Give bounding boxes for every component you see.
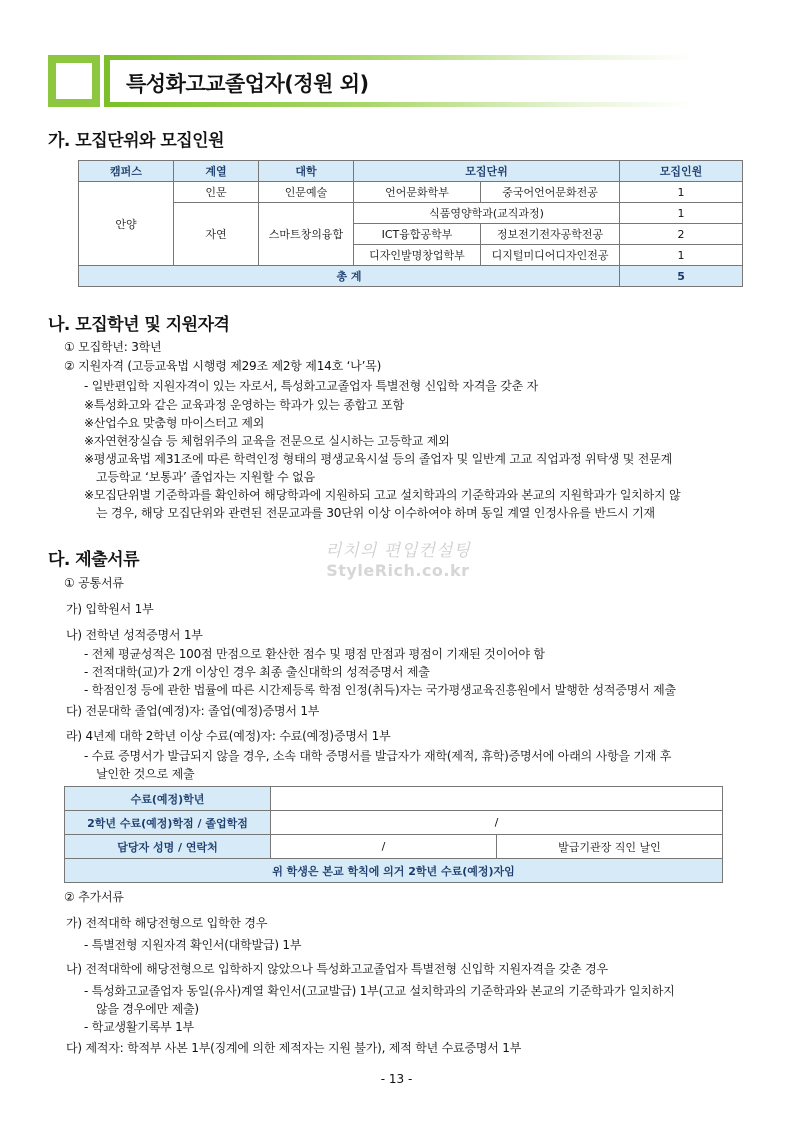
- title-bar: [104, 55, 694, 107]
- cert-footer: 위 학생은 본교 학칙에 의거 2학년 수료(예정)자임: [65, 859, 723, 883]
- c-ra2: 날인한 것으로 제출: [96, 767, 195, 781]
- c-e-ga: 가) 전적대학 해당전형으로 입학한 경우: [66, 916, 268, 930]
- cert-label-contact: 담당자 성명 / 연락처: [65, 835, 271, 859]
- unit2-cell: 정보전기전자공학전공: [481, 224, 620, 245]
- c-e-na: 나) 전적대학에 해당전형으로 입학하지 않았으나 특성화고교졸업자 특별전형 신입학 지원자격을 갖춘 경우: [66, 962, 608, 976]
- table-header-row: [79, 161, 743, 182]
- c-na3: - 학점인정 등에 관한 법률에 따른 시간제등록 학점 인정(취득)자는 국가평생교육진흥원에서 발행한 성적증명서 제출: [84, 683, 676, 697]
- section-a-heading: 가. 모집단위와 모집인원: [48, 131, 225, 151]
- unit1-cell: 디자인발명창업학부: [354, 245, 481, 266]
- cert-row: [65, 811, 723, 835]
- header-college: 대학: [259, 161, 354, 182]
- college-cell: 인문예술: [259, 182, 354, 203]
- page-title: 특성화고교졸업자(정원 외): [126, 72, 369, 96]
- campus-cell: 안양: [79, 182, 174, 266]
- title-banner: [48, 55, 738, 111]
- header-campus: 캠퍼스: [79, 161, 174, 182]
- count-cell: 1: [620, 203, 743, 224]
- watermark-line2: StyleRich.co.kr: [326, 561, 470, 580]
- b-line-4: ※특성화고와 같은 교육과정 운영하는 학과가 있는 종합고 포함: [84, 398, 404, 412]
- b-line-6: ※자연현장실습 등 체험위주의 교육을 전문으로 실시하는 고등학교 제외: [84, 434, 450, 448]
- b-line-qualification: ② 지원자격 (고등교육법 시행령 제29조 제2항 제14호 ‘나’목): [64, 359, 382, 373]
- watermark: [325, 536, 471, 580]
- count-cell: 1: [620, 245, 743, 266]
- unit2-cell: 중국어언어문화전공: [481, 182, 620, 203]
- cert-row: [65, 787, 723, 811]
- c-e-ga1: - 특별전형 지원자격 확인서(대학발급) 1부: [84, 938, 302, 952]
- total-value: 5: [620, 266, 743, 287]
- count-cell: 1: [620, 182, 743, 203]
- b-line-8: 고등학교 ‘보통과’ 졸업자는 지원할 수 없음: [96, 470, 315, 484]
- cert-value-grade: [271, 787, 723, 811]
- field-cell: 인문: [174, 182, 259, 203]
- cert-seal: 발급기관장 직인 날인: [497, 835, 723, 859]
- unit2-cell: 디지털미디어디자인전공: [481, 245, 620, 266]
- table-row: [79, 182, 743, 203]
- header-unit: 모집단위: [354, 161, 620, 182]
- b-line-10: 는 경우, 해당 모집단위와 관련된 전문교과를 30단위 이상 이수하여야 하며 동일 계열 인정사유를 반드시 기재: [96, 506, 655, 520]
- table-row: [79, 203, 743, 224]
- c-ga: 가) 입학원서 1부: [66, 602, 154, 616]
- section-b-heading: 나. 모집학년 및 지원자격: [48, 315, 230, 335]
- count-cell: 2: [620, 224, 743, 245]
- b-line-3: - 일반편입학 지원자격이 있는 자로서, 특성화고교졸업자 특별전형 신입학 자격을 갖춘 자: [84, 379, 539, 393]
- total-row: [79, 266, 743, 287]
- unit1-cell: 언어문화학부: [354, 182, 481, 203]
- c-e-na1: - 특성화고교졸업자 동일(유사)계열 확인서(고교발급) 1부(고교 설치학과의 기준학과와 본교의 기준학과가 일치하지: [84, 984, 675, 998]
- c-common: ① 공통서류: [64, 576, 124, 590]
- cert-row: [65, 835, 723, 859]
- unit1-cell: ICT융합공학부: [354, 224, 481, 245]
- c-na2: - 전적대학(교)가 2개 이상인 경우 최종 출신대학의 성적증명서 제출: [84, 665, 430, 679]
- watermark-line1: 리치의 편입컨설팅: [325, 541, 471, 561]
- header-count: 모집인원: [620, 161, 743, 182]
- certificate-table: [64, 786, 723, 883]
- c-ra1: - 수료 증명서가 발급되지 않을 경우, 소속 대학 증명서를 발급자가 재학(제적, 휴학)증명서에 아래의 사항을 기재 후: [84, 749, 672, 763]
- c-e-da: 다) 제적자: 학적부 사본 1부(징계에 의한 제적자는 지원 불가), 제적 학년 수료증명서 1부: [66, 1041, 522, 1055]
- total-label: 총 계: [79, 266, 620, 287]
- c-da: 다) 전문대학 졸업(예정)자: 졸업(예정)증명서 1부: [66, 704, 320, 718]
- b-line-grade: ① 모집학년: 3학년: [64, 340, 162, 354]
- cert-value-contact: /: [271, 835, 497, 859]
- header-field: 계열: [174, 161, 259, 182]
- cert-label-credits: 2학년 수료(예정)학점 / 졸업학점: [65, 811, 271, 835]
- green-square-icon: [48, 55, 100, 107]
- b-line-7: ※평생교육법 제31조에 따른 학력인정 형태의 평생교육시설 등의 졸업자 및 일반계 고교 직업과정 위탁생 및 전문계: [84, 452, 672, 466]
- c-na1: - 전체 평균성적은 100점 만점으로 환산한 점수 및 평점 만점과 평점이 기재된 것이어야 함: [84, 647, 545, 661]
- c-e-na2: 않을 경우에만 제출): [96, 1002, 199, 1016]
- cert-value-credits: /: [271, 811, 723, 835]
- section-c-heading: 다. 제출서류: [48, 550, 139, 570]
- page-number: - 13 -: [380, 1072, 413, 1086]
- c-e-na3: - 학교생활기록부 1부: [84, 1020, 194, 1034]
- c-na: 나) 전학년 성적증명서 1부: [66, 628, 203, 642]
- c-extra: ② 추가서류: [64, 890, 124, 904]
- b-line-5: ※산업수요 맞춤형 마이스터고 제외: [84, 416, 265, 430]
- unit1-cell: 식품영양학과(교직과정): [354, 203, 620, 224]
- recruitment-table: [78, 160, 743, 287]
- college-cell: 스마트창의융합: [259, 203, 354, 266]
- b-line-9: ※모집단위별 기준학과를 확인하여 해당학과에 지원하되 고교 설치학과의 기준학과와 본교의 지원학과가 일치하지 않: [84, 488, 681, 502]
- cert-label-grade: 수료(예정)학년: [65, 787, 271, 811]
- cert-footer-row: [65, 859, 723, 883]
- field-cell: 자연: [174, 203, 259, 266]
- c-ra: 라) 4년제 대학 2학년 이상 수료(예정)자: 수료(예정)증명서 1부: [66, 729, 391, 743]
